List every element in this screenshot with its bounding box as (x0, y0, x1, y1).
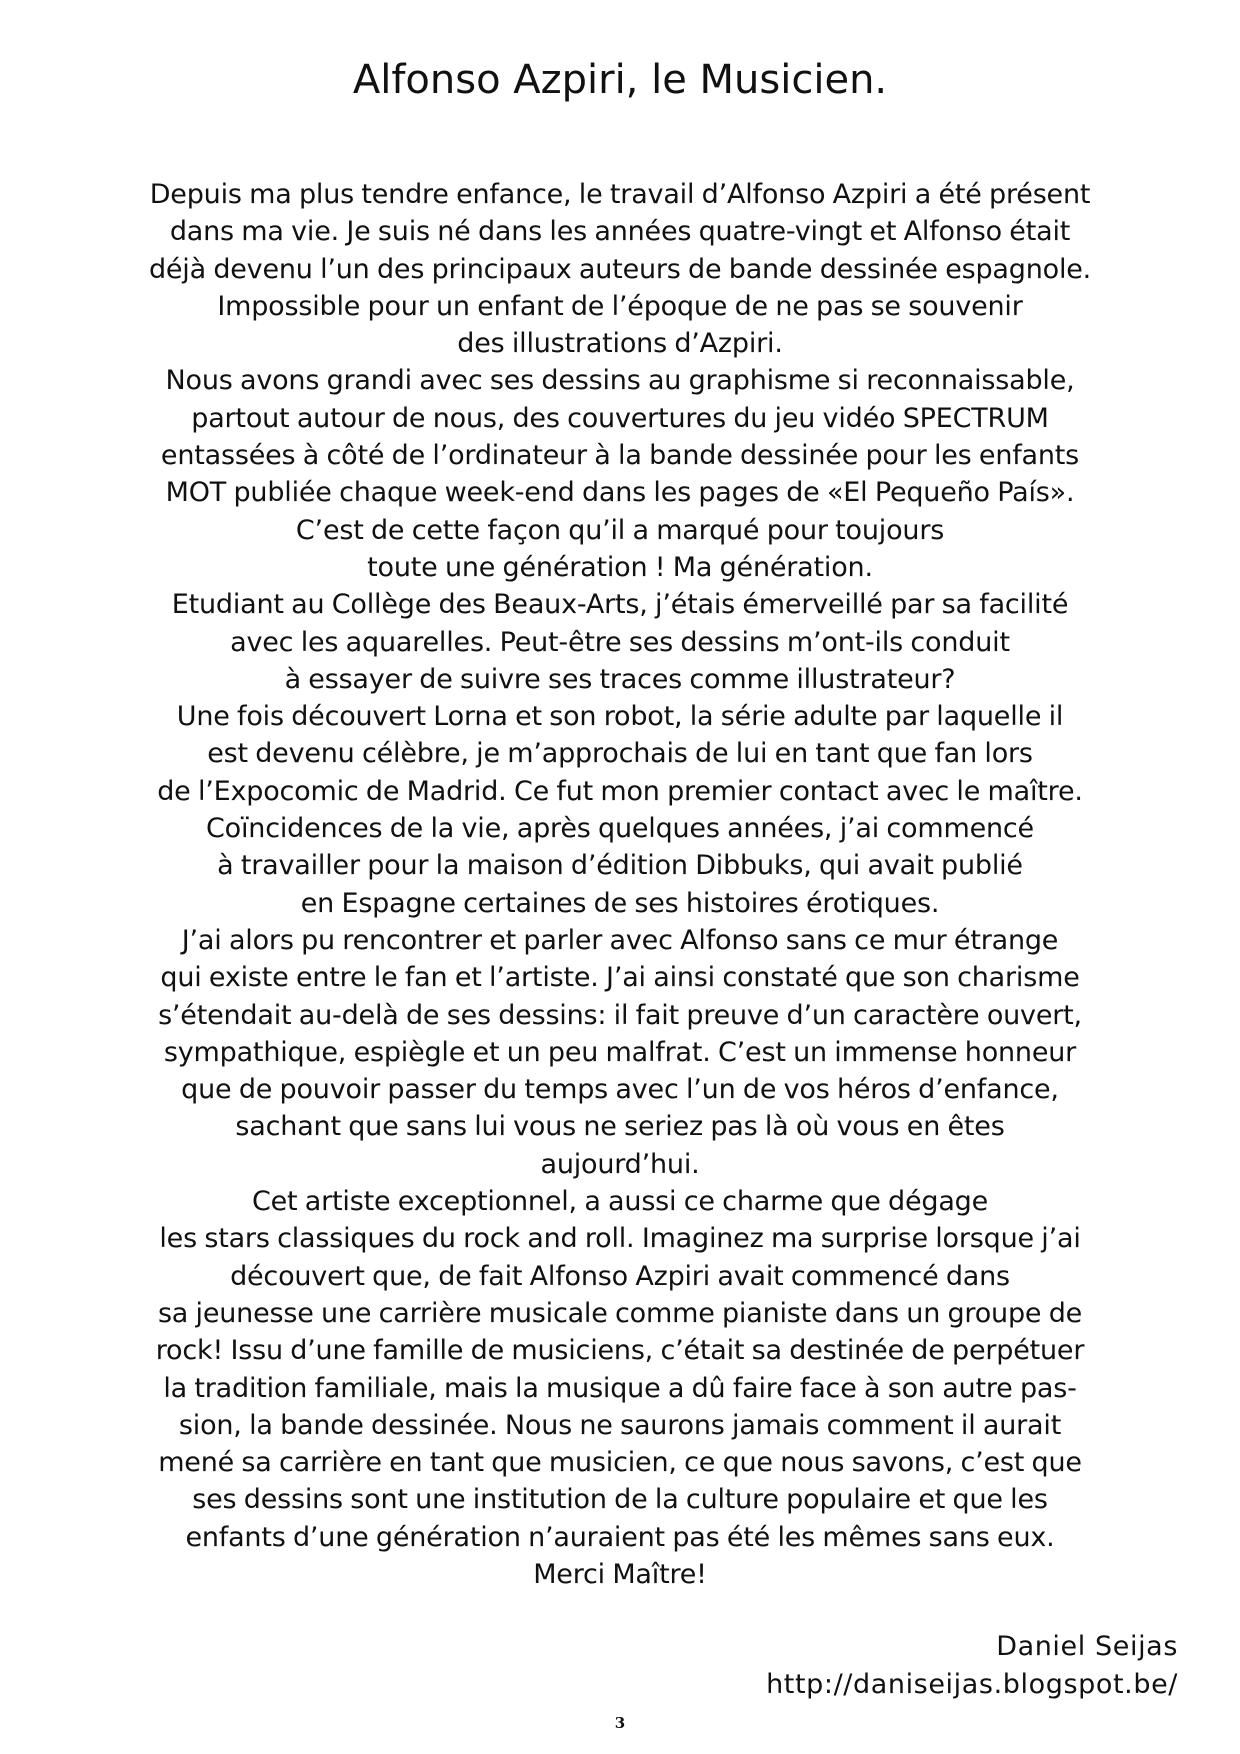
body-line: Depuis ma plus tendre enfance, le travail d’Alfonso Azpiri a été présent (149, 179, 1091, 210)
body-line: la tradition familiale, mais la musique a dû faire face à son autre pas- (163, 1372, 1077, 1404)
body-line: à travailler pour la maison d’édition Dibbuks, qui avait publié (217, 850, 1023, 882)
body-line: à essayer de suivre ses traces comme illustrateur? (284, 663, 956, 695)
body-line: C’est de cette façon qu’il a marqué pour toujours (295, 514, 945, 546)
body-line: ses dessins sont une institution de la culture populaire et que les (192, 1484, 1048, 1516)
body-line: déjà devenu l’un des principaux auteurs de bande dessinée espagnole. (148, 253, 1092, 285)
body-line: sa jeunesse une carrière musicale comme pianiste dans un groupe de (157, 1297, 1083, 1329)
body-line: Une fois découvert Lorna et son robot, la série adulte par laquelle il (176, 701, 1064, 733)
body-line: qui existe entre le fan et l’artiste. J’ai ainsi constaté que son charisme (160, 962, 1080, 994)
body-line: sympathique, espiègle et un peu malfrat. C’est un immense honneur (163, 1036, 1077, 1068)
body-line: sachant que sans lui vous ne seriez pas là où vous en êtes (235, 1111, 1005, 1143)
body-line: de l’Expocomic de Madrid. Ce fut mon premier contact avec le maître. (157, 775, 1083, 807)
body-line: Cet artiste exceptionnel, a aussi ce charme que dégage (251, 1186, 989, 1218)
body-line: Nous avons grandi avec ses dessins au graphisme si reconnaissable, (165, 365, 1075, 397)
body-line: s’étendait au-delà de ses dessins: il fait preuve d’un caractère ouvert, (158, 999, 1082, 1031)
body-line: partout autour de nous, des couvertures du jeu vidéo SPECTRUM (191, 402, 1049, 434)
body-line: découvert que, de fait Alfonso Azpiri avait commencé dans (230, 1260, 1010, 1292)
body-line: que de pouvoir passer du temps avec l’un de vos héros d’enfance, (181, 1074, 1059, 1106)
page-number: 3 (614, 1714, 626, 1732)
body-line: mené sa carrière en tant que musicien, ce que nous savons, c’est que (158, 1447, 1082, 1479)
article-body (60, 176, 1180, 1593)
signature-author: Daniel Seijas (996, 1631, 1178, 1662)
signature-url: http://daniseijas.blogspot.be/ (766, 1669, 1178, 1700)
body-line: toute une génération ! Ma génération. (367, 551, 873, 583)
body-line: des illustrations d’Azpiri. (457, 328, 783, 360)
body-line: J’ai alors pu rencontrer et parler avec Alfonso sans ce mur étrange (181, 924, 1059, 956)
body-line: aujourd’hui. (540, 1148, 700, 1180)
body-line: MOT publiée chaque week-end dans les pages de «El Pequeño País». (165, 477, 1075, 509)
body-line: dans ma vie. Je suis né dans les années quatre-vingt et Alfonso était (169, 216, 1071, 248)
body-line: en Espagne certaines de ses histoires érotiques. (300, 887, 940, 919)
body-line: Etudiant au Collège des Beaux-Arts, j’étais émerveillé par sa facilité (171, 589, 1069, 621)
body-line: les stars classiques du rock and roll. Imaginez ma surprise lorsque j’ai (159, 1223, 1081, 1255)
body-line: entassées à côté de l’ordinateur à la bande dessinée pour les enfants (160, 440, 1080, 472)
body-line: Impossible pour un enfant de l’époque de ne pas se souvenir (217, 290, 1023, 322)
body-line: sion, la bande dessinée. Nous ne saurons jamais comment il aurait (178, 1409, 1062, 1441)
closing-line: Merci Maître! (533, 1558, 707, 1590)
body-line: enfants d’une génération n’auraient pas été les mêmes sans eux. (185, 1521, 1055, 1553)
page-title: Alfonso Azpiri, le Musicien. (352, 57, 888, 103)
body-line: avec les aquarelles. Peut-être ses dessins m’ont-ils conduit (230, 626, 1010, 658)
body-line: Coïncidences de la vie, après quelques années, j’ai commencé (206, 813, 1034, 845)
body-line: est devenu célèbre, je m’approchais de lui en tant que fan lors (207, 738, 1033, 770)
body-line: rock! Issu d’une famille de musiciens, c’était sa destinée de perpétuer (155, 1335, 1085, 1367)
